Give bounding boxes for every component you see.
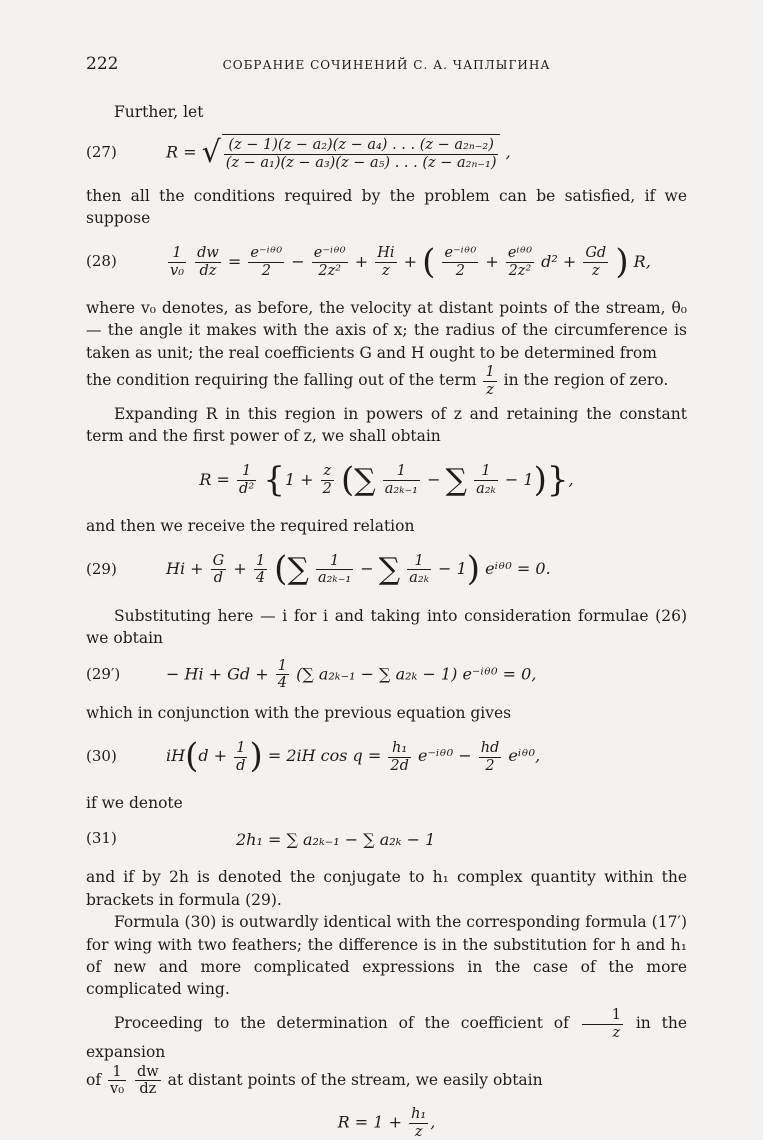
- equation-number: (30): [86, 747, 117, 766]
- equation-body: iH(d + $\frac{1}{d}$ ) = 2iH cos q = $\frac{\text{h₁}}{2d}$ e⁻ⁱᶿ⁰ − $\frac{hd}{2}$ eⁱᶿ⁰,: [166, 736, 541, 777]
- paragraph-of: of $\frac{1}{\text{v₀}}$ $\frac{dw}{dz}$ at distant points of the stream, we easily obtain: [86, 1063, 543, 1098]
- equation-30: [86, 732, 687, 781]
- paragraph-formula: Formula (30) is outwardly identical with the corresponding formula (17′) for wing with two feathers; the difference is in the substitution for h and h₁ of new and more complicated expressions in the case of the more complicated wing.: [86, 913, 687, 999]
- page-number: 222: [86, 54, 119, 74]
- equation-body: Hi + $\frac{G}{d}$ + $\frac{1}{4}$ (∑ $\frac{1}{\text{a₂ₖ₋₁}}$ − ∑ $\frac{1}{\text{a₂ₖ}}$ − 1) eⁱᶿ⁰ = 0.: [166, 549, 551, 590]
- equation-body: − Hi + Gd + $\frac{1}{4}$ (∑ a₂ₖ₋₁ − ∑ a₂ₖ − 1) e⁻ⁱᶿ⁰ = 0,: [166, 657, 537, 692]
- equation-body: R = $\frac{1}{\text{d²}}$ {1 + $\frac{z}{2}$ (∑ $\frac{1}{\text{a₂ₖ₋₁}}$ − ∑ $\frac{1}{\text{a₂ₖ}}$ − 1)},: [199, 459, 574, 500]
- paragraph-which: which in conjunction with the previous equation gives: [86, 703, 512, 722]
- paragraph-further: Further, let: [114, 102, 204, 121]
- page-header: [86, 52, 687, 77]
- paragraph-where-cont: the condition requiring the falling out of the term $\frac{1}{z}$ in the region of zero.: [86, 364, 669, 398]
- paragraph-and-then: and then we receive the required relation: [86, 516, 415, 535]
- equation-body: $\frac{1}{\text{v₀}}$ $\frac{dw}{dz}$ = $\frac{\text{e⁻ⁱᶿ⁰}}{2}$ − $\frac{\text{e⁻ⁱᶿ⁰}}{\text{2z²}}$ + $\frac{Hi}{z}$ + ( $\frac{\text{e⁻ⁱᶿ⁰}}{2}$ + $\frac{\text{eⁱᶿ⁰}}{\text{2z²}}$ d² + $\frac{Gd}{z}$ ) R,: [170, 241, 651, 282]
- equation-number: (28): [86, 252, 117, 271]
- paragraph-proceeding: Proceeding to the determination of the coefficient of $\frac{1}{z}$ in the expansion: [86, 1006, 687, 1062]
- equation-number: (27): [86, 142, 117, 161]
- equation-31: [86, 822, 687, 856]
- equation-29-prime: [86, 658, 687, 692]
- paragraph-where: where v₀ denotes, as before, the velocity at distant points of the stream, θ₀ — the angle it makes with the axis of x; the radius of the circumference is taken as unit; the real coefficients G and H ought to be determined from: [86, 298, 687, 362]
- paragraph-substituting: Substituting here — i for i and taking into consideration formulae (26) we obtain: [86, 606, 687, 648]
- sqrt-expression: [202, 131, 501, 175]
- equation-number: (29′): [86, 664, 121, 683]
- eq-lhs: R =: [166, 142, 202, 162]
- equation-body: R = 1 + $\frac{\text{h₁}}{z}$ ,: [337, 1106, 436, 1140]
- equation-final: [86, 1106, 687, 1140]
- paragraph-then: then all the conditions required by the problem can be satisfied, if we suppose: [86, 186, 687, 228]
- paragraph-expanding: Expanding R in this region in powers of z and retaining the constant term and the first power of z, we shall obtain: [86, 404, 687, 446]
- equation-R: [86, 456, 687, 505]
- running-head: СОБРАНИЕ СОЧИНЕНИЙ С. А. ЧАПЛЫГИНА: [222, 58, 551, 72]
- paragraph-and-if: and if by 2h is denoted the conjugate to h₁ complex quantity within the brackets in formula (29).: [86, 868, 687, 909]
- equation-body: R = √ $\frac{\text{(z − 1)(z − a₂)(z − a₄) . . . (z − a₂ₙ₋₂)}}{\text{(z − a₁)(z − a₃)(z − a₅) . . . (z − a₂ₙ₋₁)}}$ ,: [166, 131, 687, 175]
- sqrt-sign: √: [201, 135, 221, 171]
- equation-29: [86, 545, 687, 594]
- equation-body: 2h₁ = ∑ a₂ₖ₋₁ − ∑ a₂ₖ − 1: [236, 829, 436, 849]
- equation-number: (31): [86, 829, 117, 848]
- paragraph-if-denote: if we denote: [86, 793, 183, 812]
- fraction: $\frac{\text{(z − 1)(z − a₂)(z − a₄) . . . (z − a₂ₙ₋₂)}}{\text{(z − a₁)(z − a₃)(z − a₅) . . . (z − a₂ₙ₋₁)}}$: [225, 137, 497, 171]
- equation-27: [86, 131, 687, 175]
- equation-number: (29): [86, 560, 117, 579]
- equation-28: [86, 238, 687, 287]
